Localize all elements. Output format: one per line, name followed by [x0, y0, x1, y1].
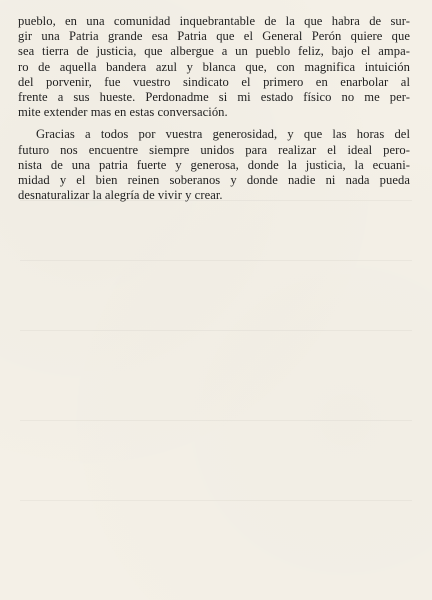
text-line: frente a sus hueste. Perdonadme si mi estado físico no me per- [18, 90, 410, 105]
text-line: ro de aquella bandera azul y blanca que, con magnifica intuición [18, 59, 410, 74]
text-line: mite extender mas en estas conversación. [18, 105, 228, 120]
bleed-through-line [20, 200, 412, 201]
text-line: gir una Patria grande esa Patria que el General Perón quiere que [18, 29, 410, 44]
bleed-through-line [20, 500, 412, 501]
text-line: desnaturalizar la alegría de vivir y crear. [18, 188, 223, 203]
text-line: nista de una patria fuerte y generosa, donde la justicia, la ecuani- [18, 157, 410, 172]
text-line: del porvenir, fue vuestro sindicato el primero en enarbolar al [18, 74, 410, 89]
text-line: midad y el bien reinen soberanos y donde nadie ni nada pueda [18, 173, 410, 188]
paragraph-2 [18, 127, 410, 203]
text-line: Gracias a todos por vuestra generosidad, y que las horas del [36, 127, 410, 142]
paragraph-1 [18, 14, 410, 120]
bleed-through-line [20, 260, 412, 261]
text-line: pueblo, en una comunidad inquebrantable de la que habra de sur- [18, 14, 410, 28]
bleed-through-line [20, 420, 412, 421]
text-line: sea tierra de justicia, que albergue a un pueblo feliz, bajo el ampa- [18, 44, 410, 59]
text-line: futuro nos encuentre siempre unidos para realizar el ideal pero- [18, 142, 410, 157]
bleed-through-line [20, 330, 412, 331]
